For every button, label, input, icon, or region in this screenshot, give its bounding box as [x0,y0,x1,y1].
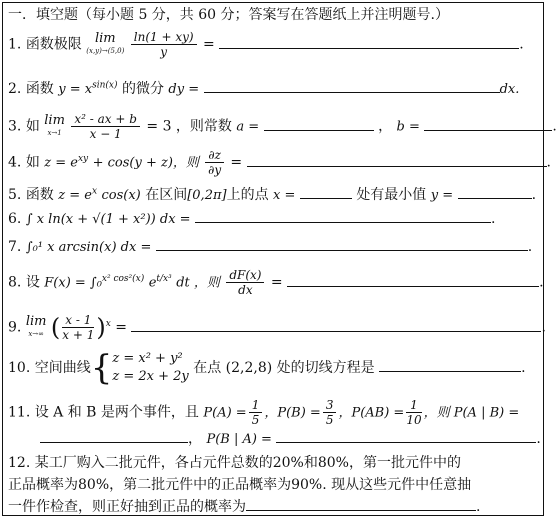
q3-a-label: a = [236,119,260,135]
q9-answer-blank[interactable] [131,317,541,332]
q5-interval: [0,2π] [187,188,227,203]
q5-expr: z = e [58,188,92,203]
q7-number: 7. [8,239,22,255]
q10-number: 10. [8,360,31,376]
q11-pba: P(B | A) = [206,432,272,447]
q5-number: 5. [8,187,22,203]
q5-text3: 上的点 [226,187,269,203]
question-3 [8,112,557,141]
q8-upper-limit: x² cos²(x) [101,273,145,284]
q4-expr: z = e [44,155,78,171]
question-1 [8,30,524,59]
q4-fraction: $\frac{\partial z}{\partial y}$ [205,148,224,177]
question-11 [8,398,519,427]
q9-limit: lim x→∞ [25,314,47,338]
q3-fraction: $\frac{\text{x² - ax + b}}{x - 1}$ [71,112,140,141]
q1-period: . [519,36,524,53]
q10-period: . [521,360,526,376]
q3-limit: lim x→1 [44,113,65,137]
q8-exponent: t/x³ [156,273,172,284]
q10-brace: { [90,348,113,388]
q1-fraction: $\frac{\ln(1 + xy)}{y}$ [131,30,197,59]
q8-fraction: $\frac{dF(x)}{dx}$ [226,268,264,297]
q7-expr: ∫₀¹ x arcsin(x) dx = [25,240,152,255]
q11-comma: ， [188,431,202,447]
q10-text2: 在点 (2,2,8) 处的切线方程是 [193,360,375,376]
q8-expr: F(x) = ∫₀ [44,275,102,291]
q3-equals-text: = 3 ，则常数 [146,118,232,135]
q11-text: 设 A 和 B 是两个事件，且 [34,404,199,421]
q7-period: . [527,239,533,255]
q2-number: 2. [8,81,22,97]
q8-text: 设 [25,274,40,291]
q5-exponent: x [91,186,98,197]
q4-period: . [546,154,551,171]
q8-period: . [539,274,544,291]
q4-answer-blank[interactable] [247,152,547,167]
q1-equals: = [203,36,215,53]
q12-line1: 12. 某工厂购入二批元件，各占元件总数的20%和80%，第一批元件中的 [8,455,461,471]
q6-answer-blank[interactable] [195,208,491,223]
q12-answer-blank[interactable] [246,496,476,511]
q5-expr2: cos(x) [101,188,141,203]
question-12 [8,452,538,518]
q6-number: 6. [8,211,22,227]
q8-equals: = [270,274,283,291]
q11-pab: ，P(AB) = [338,405,405,421]
q4-number: 4. [8,154,22,171]
q3-text: 如 [25,118,40,135]
question-4 [8,148,551,177]
q5-y-label: y = [430,188,454,203]
q3-period: . [552,118,557,135]
q2-exponent: sin(x) [92,80,118,91]
q8-e: e [148,275,157,291]
q2-dx: dx. [499,82,520,97]
question-7 [8,236,532,255]
q5-x-label: x = [273,188,296,203]
q5-period: . [531,187,537,203]
q8-expr3: dt ，则 [176,275,220,291]
q3-b-blank[interactable] [424,116,552,131]
q6-expr: ∫ x ln(x + √(1 + x²)) dx = [25,212,191,227]
q7-answer-blank[interactable] [156,236,528,251]
q9-left-paren: ( [50,313,61,342]
q3-comma: ， [378,118,393,135]
q1-text: 函数极限 [25,36,82,53]
question-2 [8,78,519,98]
q10-text: 空间曲线 [34,360,91,376]
q9-period: . [541,319,546,336]
question-5 [8,184,536,204]
q2-text2: 的微分 [121,81,164,97]
q2-answer-blank[interactable] [204,78,500,93]
section-header: 一．填空题（每小题 5 分，共 60 分；答案写在答题纸上并注明题号.） [8,7,449,23]
q4-exponent: xy [77,153,89,164]
q12-line3: 一件作检查，则正好抽到正品的概率为 . [8,496,538,518]
q5-y-blank[interactable] [458,184,532,199]
q3-a-blank[interactable] [264,116,374,131]
question-8 [8,268,544,297]
q9-exponent: x [105,318,111,329]
q11-period: . [536,431,541,447]
q11-pb-frac: $\frac{3}{5}$ [323,398,337,427]
q11-pb: ，P(B) = [264,405,321,421]
q1-answer-blank[interactable] [219,34,519,49]
question-10 [8,350,526,386]
q8-answer-blank[interactable] [287,272,539,287]
q8-number: 8. [8,274,22,291]
q2-text: 函数 [25,81,54,97]
q11-text2: ，则 P(A | B) = [423,405,520,421]
q9-equals: = [115,319,128,336]
q11-pab-frac: $\frac{1}{10}$ [406,398,422,427]
q9-right-paren: ) [96,313,106,342]
q9-fraction: $\frac{x - 1}{x + 1}$ [62,313,95,342]
q5-text4: 处有最小值 [356,187,427,203]
q6-period: . [491,211,496,227]
q10-answer-blank[interactable] [379,357,521,372]
question-9 [8,313,546,342]
q1-number: 1. [8,36,22,53]
q9-number: 9. [8,319,22,336]
q4-text: 如 [25,154,40,171]
question-11-line2 [40,428,541,448]
q5-text2: 在区间 [145,187,188,203]
q2-expr: y = x [58,82,93,97]
q11-pba-blank[interactable] [276,428,536,443]
q3-number: 3. [8,118,22,135]
q12-line2: 正品概率为80%，第二批元件中的正品概率为90%. 现从这些元件中任意抽 [8,477,472,493]
q11-pab-blank[interactable] [40,428,188,443]
question-6 [8,208,495,227]
q1-limit: lim (x,y)→(5,0) [86,31,125,55]
q11-pa: P(A) = [203,405,247,421]
q4-expr2: + cos(y + z)，则 [92,155,199,171]
q4-equals: = [230,154,243,171]
q5-text: 函数 [25,187,54,203]
q2-dy: dy = [168,82,200,97]
q5-x-blank[interactable] [300,184,352,199]
q10-system: z = x² + y² z = 2x + 2y [112,351,189,384]
q11-pa-frac: $\frac{1}{5}$ [249,398,263,427]
q11-number: 11. [8,404,31,421]
q3-b-label: b = [396,119,420,135]
